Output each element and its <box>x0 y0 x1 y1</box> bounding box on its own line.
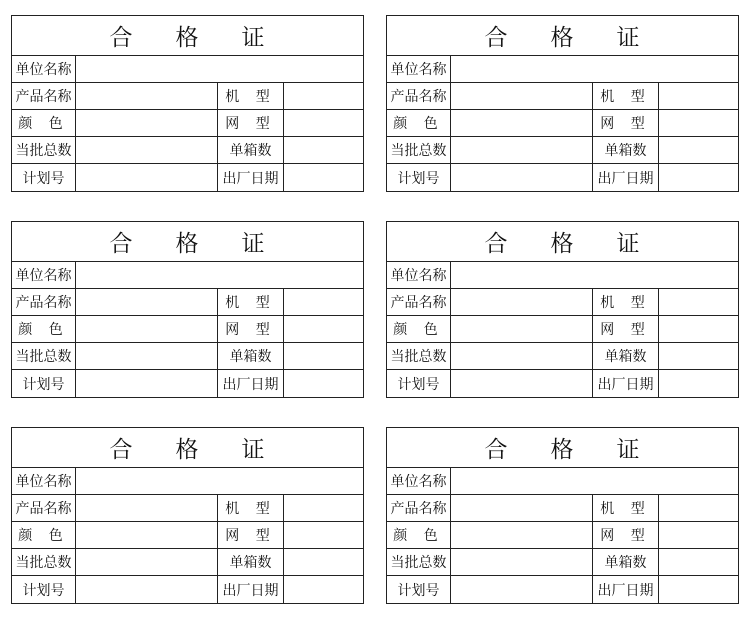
field-factory-date[interactable] <box>659 370 738 397</box>
label-plan-no: 计划号 <box>387 370 451 397</box>
label-product-name: 产品名称 <box>387 83 451 109</box>
row-color <box>12 316 363 343</box>
label-batch-total: 当批总数 <box>12 343 76 369</box>
field-batch-total[interactable] <box>76 343 218 369</box>
field-per-box[interactable] <box>284 549 363 575</box>
label-color: 颜 色 <box>12 522 76 548</box>
label-product-name: 产品名称 <box>12 83 76 109</box>
label-mesh-type: 网 型 <box>593 110 659 136</box>
field-per-box[interactable] <box>284 343 363 369</box>
title-char: 格 <box>550 25 575 51</box>
row-batch <box>12 549 363 576</box>
label-color: 颜 色 <box>12 316 76 342</box>
field-factory-date[interactable] <box>284 370 363 397</box>
label-batch-total: 当批总数 <box>387 137 451 163</box>
field-product-name[interactable] <box>76 289 218 315</box>
label-per-box: 单箱数 <box>593 137 659 163</box>
label-batch-total: 当批总数 <box>387 549 451 575</box>
row-product <box>12 289 363 316</box>
card-title <box>12 428 363 468</box>
label-mesh-type: 网 型 <box>593 316 659 342</box>
title-char: 合 <box>109 437 134 463</box>
label-model: 机 型 <box>218 289 284 315</box>
certificate-card-1 <box>11 15 364 192</box>
label-plan-no: 计划号 <box>12 576 76 603</box>
label-model: 机 型 <box>593 495 659 521</box>
field-batch-total[interactable] <box>76 549 218 575</box>
label-plan-no: 计划号 <box>387 576 451 603</box>
title-char: 证 <box>241 437 266 463</box>
label-model: 机 型 <box>593 83 659 109</box>
card-title <box>387 428 738 468</box>
field-batch-total[interactable] <box>451 343 593 369</box>
label-batch-total: 当批总数 <box>12 549 76 575</box>
field-per-box[interactable] <box>284 137 363 163</box>
title-char: 格 <box>175 231 200 257</box>
field-factory-date[interactable] <box>284 164 363 191</box>
field-mesh-type[interactable] <box>284 522 363 548</box>
field-model[interactable] <box>284 495 363 521</box>
field-model[interactable] <box>659 495 738 521</box>
label-plan-no: 计划号 <box>387 164 451 191</box>
field-product-name[interactable] <box>76 83 218 109</box>
field-unit-name[interactable] <box>451 468 738 494</box>
title-char: 证 <box>616 25 641 51</box>
label-unit-name: 单位名称 <box>12 56 76 82</box>
field-mesh-type[interactable] <box>659 316 738 342</box>
row-unit-name <box>387 262 738 289</box>
row-batch <box>387 137 738 164</box>
field-color[interactable] <box>451 110 593 136</box>
label-unit-name: 单位名称 <box>12 262 76 288</box>
card-title <box>12 222 363 262</box>
field-unit-name[interactable] <box>76 262 363 288</box>
certificate-card-2 <box>386 15 739 192</box>
label-color: 颜 色 <box>387 110 451 136</box>
label-plan-no: 计划号 <box>12 370 76 397</box>
label-product-name: 产品名称 <box>387 495 451 521</box>
certificate-card-4 <box>386 221 739 398</box>
label-product-name: 产品名称 <box>12 289 76 315</box>
field-per-box[interactable] <box>659 343 738 369</box>
certificate-card-6 <box>386 427 739 604</box>
title-char: 合 <box>484 231 509 257</box>
row-plan <box>387 576 738 603</box>
title-char: 合 <box>109 25 134 51</box>
label-batch-total: 当批总数 <box>12 137 76 163</box>
label-mesh-type: 网 型 <box>218 110 284 136</box>
field-unit-name[interactable] <box>76 56 363 82</box>
row-color <box>387 522 738 549</box>
label-factory-date: 出厂日期 <box>593 576 659 603</box>
row-batch <box>387 549 738 576</box>
card-title <box>387 16 738 56</box>
label-unit-name: 单位名称 <box>387 56 451 82</box>
row-color <box>387 110 738 137</box>
row-color <box>387 316 738 343</box>
label-mesh-type: 网 型 <box>218 316 284 342</box>
row-batch <box>12 137 363 164</box>
field-per-box[interactable] <box>659 549 738 575</box>
row-plan <box>12 370 363 397</box>
field-mesh-type[interactable] <box>659 522 738 548</box>
field-product-name[interactable] <box>451 289 593 315</box>
field-plan-no[interactable] <box>451 370 593 397</box>
label-factory-date: 出厂日期 <box>218 576 284 603</box>
field-product-name[interactable] <box>451 495 593 521</box>
title-char: 格 <box>550 437 575 463</box>
row-unit-name <box>387 56 738 83</box>
row-product <box>12 495 363 522</box>
card-title <box>387 222 738 262</box>
field-batch-total[interactable] <box>451 549 593 575</box>
label-unit-name: 单位名称 <box>387 262 451 288</box>
row-color <box>12 110 363 137</box>
row-product <box>387 83 738 110</box>
row-unit-name <box>12 262 363 289</box>
title-char: 证 <box>241 231 266 257</box>
field-plan-no[interactable] <box>76 370 218 397</box>
label-factory-date: 出厂日期 <box>218 370 284 397</box>
field-unit-name[interactable] <box>451 56 738 82</box>
label-model: 机 型 <box>593 289 659 315</box>
field-factory-date[interactable] <box>284 576 363 603</box>
row-batch <box>12 343 363 370</box>
field-plan-no[interactable] <box>451 164 593 191</box>
field-batch-total[interactable] <box>76 137 218 163</box>
title-char: 证 <box>241 25 266 51</box>
label-factory-date: 出厂日期 <box>218 164 284 191</box>
row-plan <box>12 164 363 191</box>
field-color[interactable] <box>451 522 593 548</box>
field-color[interactable] <box>451 316 593 342</box>
certificate-card-5 <box>11 427 364 604</box>
field-factory-date[interactable] <box>659 576 738 603</box>
title-char: 合 <box>484 25 509 51</box>
row-unit-name <box>387 468 738 495</box>
label-plan-no: 计划号 <box>12 164 76 191</box>
row-unit-name <box>12 56 363 83</box>
label-factory-date: 出厂日期 <box>593 370 659 397</box>
row-plan <box>387 164 738 191</box>
certificate-card-3 <box>11 221 364 398</box>
label-mesh-type: 网 型 <box>593 522 659 548</box>
field-mesh-type[interactable] <box>284 316 363 342</box>
label-per-box: 单箱数 <box>218 343 284 369</box>
label-batch-total: 当批总数 <box>387 343 451 369</box>
field-plan-no[interactable] <box>76 164 218 191</box>
label-model: 机 型 <box>218 495 284 521</box>
title-char: 格 <box>175 437 200 463</box>
field-product-name[interactable] <box>451 83 593 109</box>
field-per-box[interactable] <box>659 137 738 163</box>
field-product-name[interactable] <box>76 495 218 521</box>
field-model[interactable] <box>659 289 738 315</box>
label-product-name: 产品名称 <box>387 289 451 315</box>
label-color: 颜 色 <box>387 316 451 342</box>
field-plan-no[interactable] <box>76 576 218 603</box>
field-mesh-type[interactable] <box>659 110 738 136</box>
field-color[interactable] <box>76 110 218 136</box>
label-per-box: 单箱数 <box>593 343 659 369</box>
field-model[interactable] <box>284 83 363 109</box>
title-char: 证 <box>616 437 641 463</box>
title-char: 格 <box>175 25 200 51</box>
field-model[interactable] <box>284 289 363 315</box>
label-color: 颜 色 <box>12 110 76 136</box>
field-mesh-type[interactable] <box>284 110 363 136</box>
label-factory-date: 出厂日期 <box>593 164 659 191</box>
field-model[interactable] <box>659 83 738 109</box>
label-mesh-type: 网 型 <box>218 522 284 548</box>
field-factory-date[interactable] <box>659 164 738 191</box>
row-product <box>12 83 363 110</box>
row-plan <box>12 576 363 603</box>
label-color: 颜 色 <box>387 522 451 548</box>
label-product-name: 产品名称 <box>12 495 76 521</box>
row-product <box>387 289 738 316</box>
row-product <box>387 495 738 522</box>
field-unit-name[interactable] <box>451 262 738 288</box>
field-color[interactable] <box>76 316 218 342</box>
title-char: 合 <box>109 231 134 257</box>
row-batch <box>387 343 738 370</box>
field-batch-total[interactable] <box>451 137 593 163</box>
title-char: 证 <box>616 231 641 257</box>
label-per-box: 单箱数 <box>218 137 284 163</box>
label-per-box: 单箱数 <box>218 549 284 575</box>
label-per-box: 单箱数 <box>593 549 659 575</box>
label-model: 机 型 <box>218 83 284 109</box>
label-unit-name: 单位名称 <box>12 468 76 494</box>
title-char: 合 <box>484 437 509 463</box>
title-char: 格 <box>550 231 575 257</box>
field-color[interactable] <box>76 522 218 548</box>
field-plan-no[interactable] <box>451 576 593 603</box>
row-plan <box>387 370 738 397</box>
label-unit-name: 单位名称 <box>387 468 451 494</box>
field-unit-name[interactable] <box>76 468 363 494</box>
card-title <box>12 16 363 56</box>
row-color <box>12 522 363 549</box>
row-unit-name <box>12 468 363 495</box>
